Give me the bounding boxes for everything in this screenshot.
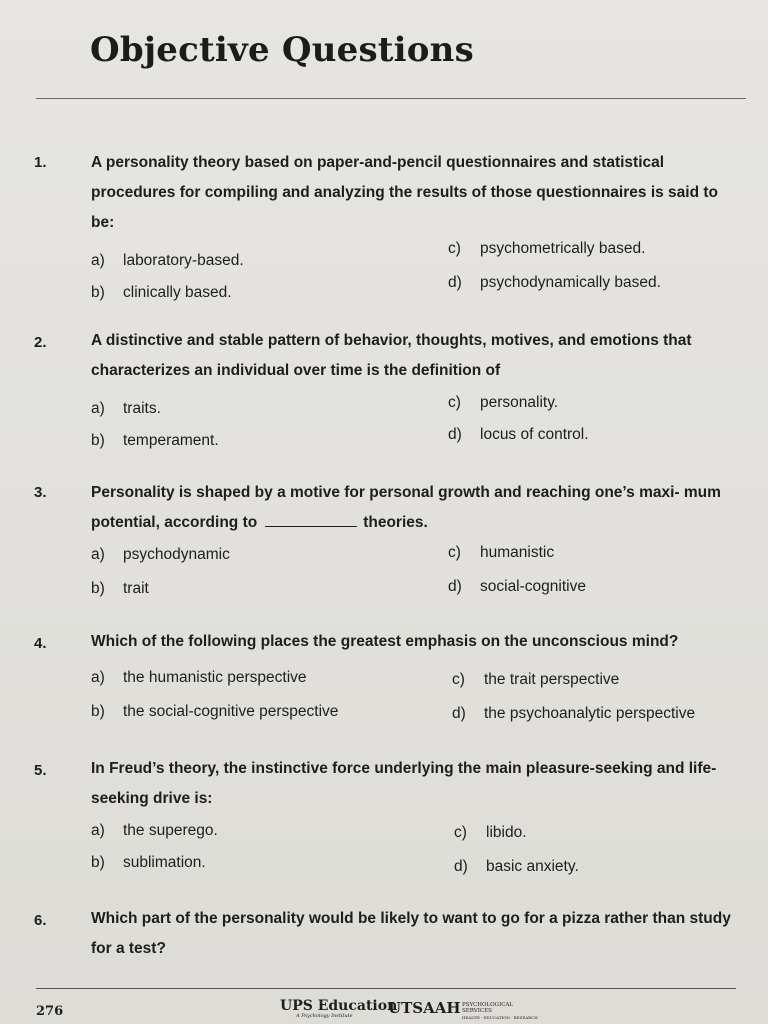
question-number: 5. bbox=[34, 762, 47, 779]
publisher-logo-utsaah: UTSAAH bbox=[388, 999, 461, 1017]
question-number: 1. bbox=[34, 154, 47, 171]
option-d: d) the psychoanalytic perspective bbox=[452, 705, 696, 722]
question-number: 3. bbox=[34, 484, 47, 501]
footer-divider bbox=[36, 988, 736, 989]
publisher-tagline: A Psychology Institute bbox=[296, 1013, 353, 1019]
question-text: A distinctive and stable pattern of behavior, thoughts, motives, and emotions that characterizes an individual over time is the definition of bbox=[91, 332, 692, 379]
question-text: In Freud’s theory, the instinctive force underlying the main pleasure-seeking and life-seeking drive is: bbox=[91, 760, 717, 807]
title-divider bbox=[36, 98, 746, 99]
option-a: a) the humanistic perspective bbox=[91, 669, 307, 686]
publisher-logo-ups: UPS Education bbox=[280, 998, 398, 1014]
option-b: b) sublimation. bbox=[91, 854, 206, 871]
option-a: a) psychodynamic bbox=[91, 546, 230, 563]
option-d: d) social-cognitive bbox=[448, 578, 586, 595]
utsaah-subtitle: PSYCHOLOGICAL SERVICES bbox=[462, 1002, 514, 1014]
option-c: c) the trait perspective bbox=[452, 671, 620, 688]
question-text: Which of the following places the greatest emphasis on the unconscious mind? bbox=[91, 633, 679, 650]
question-number: 2. bbox=[34, 334, 47, 351]
utsaah-tagline: HEALTH · EDUCATION · RESEARCH bbox=[462, 1015, 538, 1020]
option-c: c) psychometrically based. bbox=[448, 240, 646, 257]
question-text: Personality is shaped by a motive for personal growth and reaching one’s maxi- mum potential, according to theories. bbox=[91, 484, 721, 531]
page-number: 276 bbox=[36, 1004, 64, 1019]
question-text: A personality theory based on paper-and-pencil questionnaires and statistical procedures for compiling and analyzing the results of those questionnaires is said to be: bbox=[91, 154, 719, 231]
option-d: d) psychodynamically based. bbox=[448, 274, 661, 291]
answer-blank bbox=[265, 512, 357, 527]
option-d: d) basic anxiety. bbox=[454, 858, 579, 875]
question-number: 4. bbox=[34, 635, 47, 652]
option-b: b) temperament. bbox=[91, 432, 219, 449]
option-a: a) the superego. bbox=[91, 822, 218, 839]
option-d: d) locus of control. bbox=[448, 426, 589, 443]
question-text: Which part of the personality would be likely to want to go for a pizza rather than study for a test? bbox=[91, 910, 731, 957]
option-b: b) the social-cognitive perspective bbox=[91, 703, 339, 720]
option-a: a) traits. bbox=[91, 400, 161, 417]
option-b: b) clinically based. bbox=[91, 284, 232, 301]
option-b: b) trait bbox=[91, 580, 149, 597]
option-c: c) personality. bbox=[448, 394, 559, 411]
question-number: 6. bbox=[34, 912, 47, 929]
option-c: c) humanistic bbox=[448, 544, 555, 561]
option-c: c) libido. bbox=[454, 824, 527, 841]
page-title: Objective Questions bbox=[90, 30, 474, 70]
option-a: a) laboratory-based. bbox=[91, 252, 244, 269]
